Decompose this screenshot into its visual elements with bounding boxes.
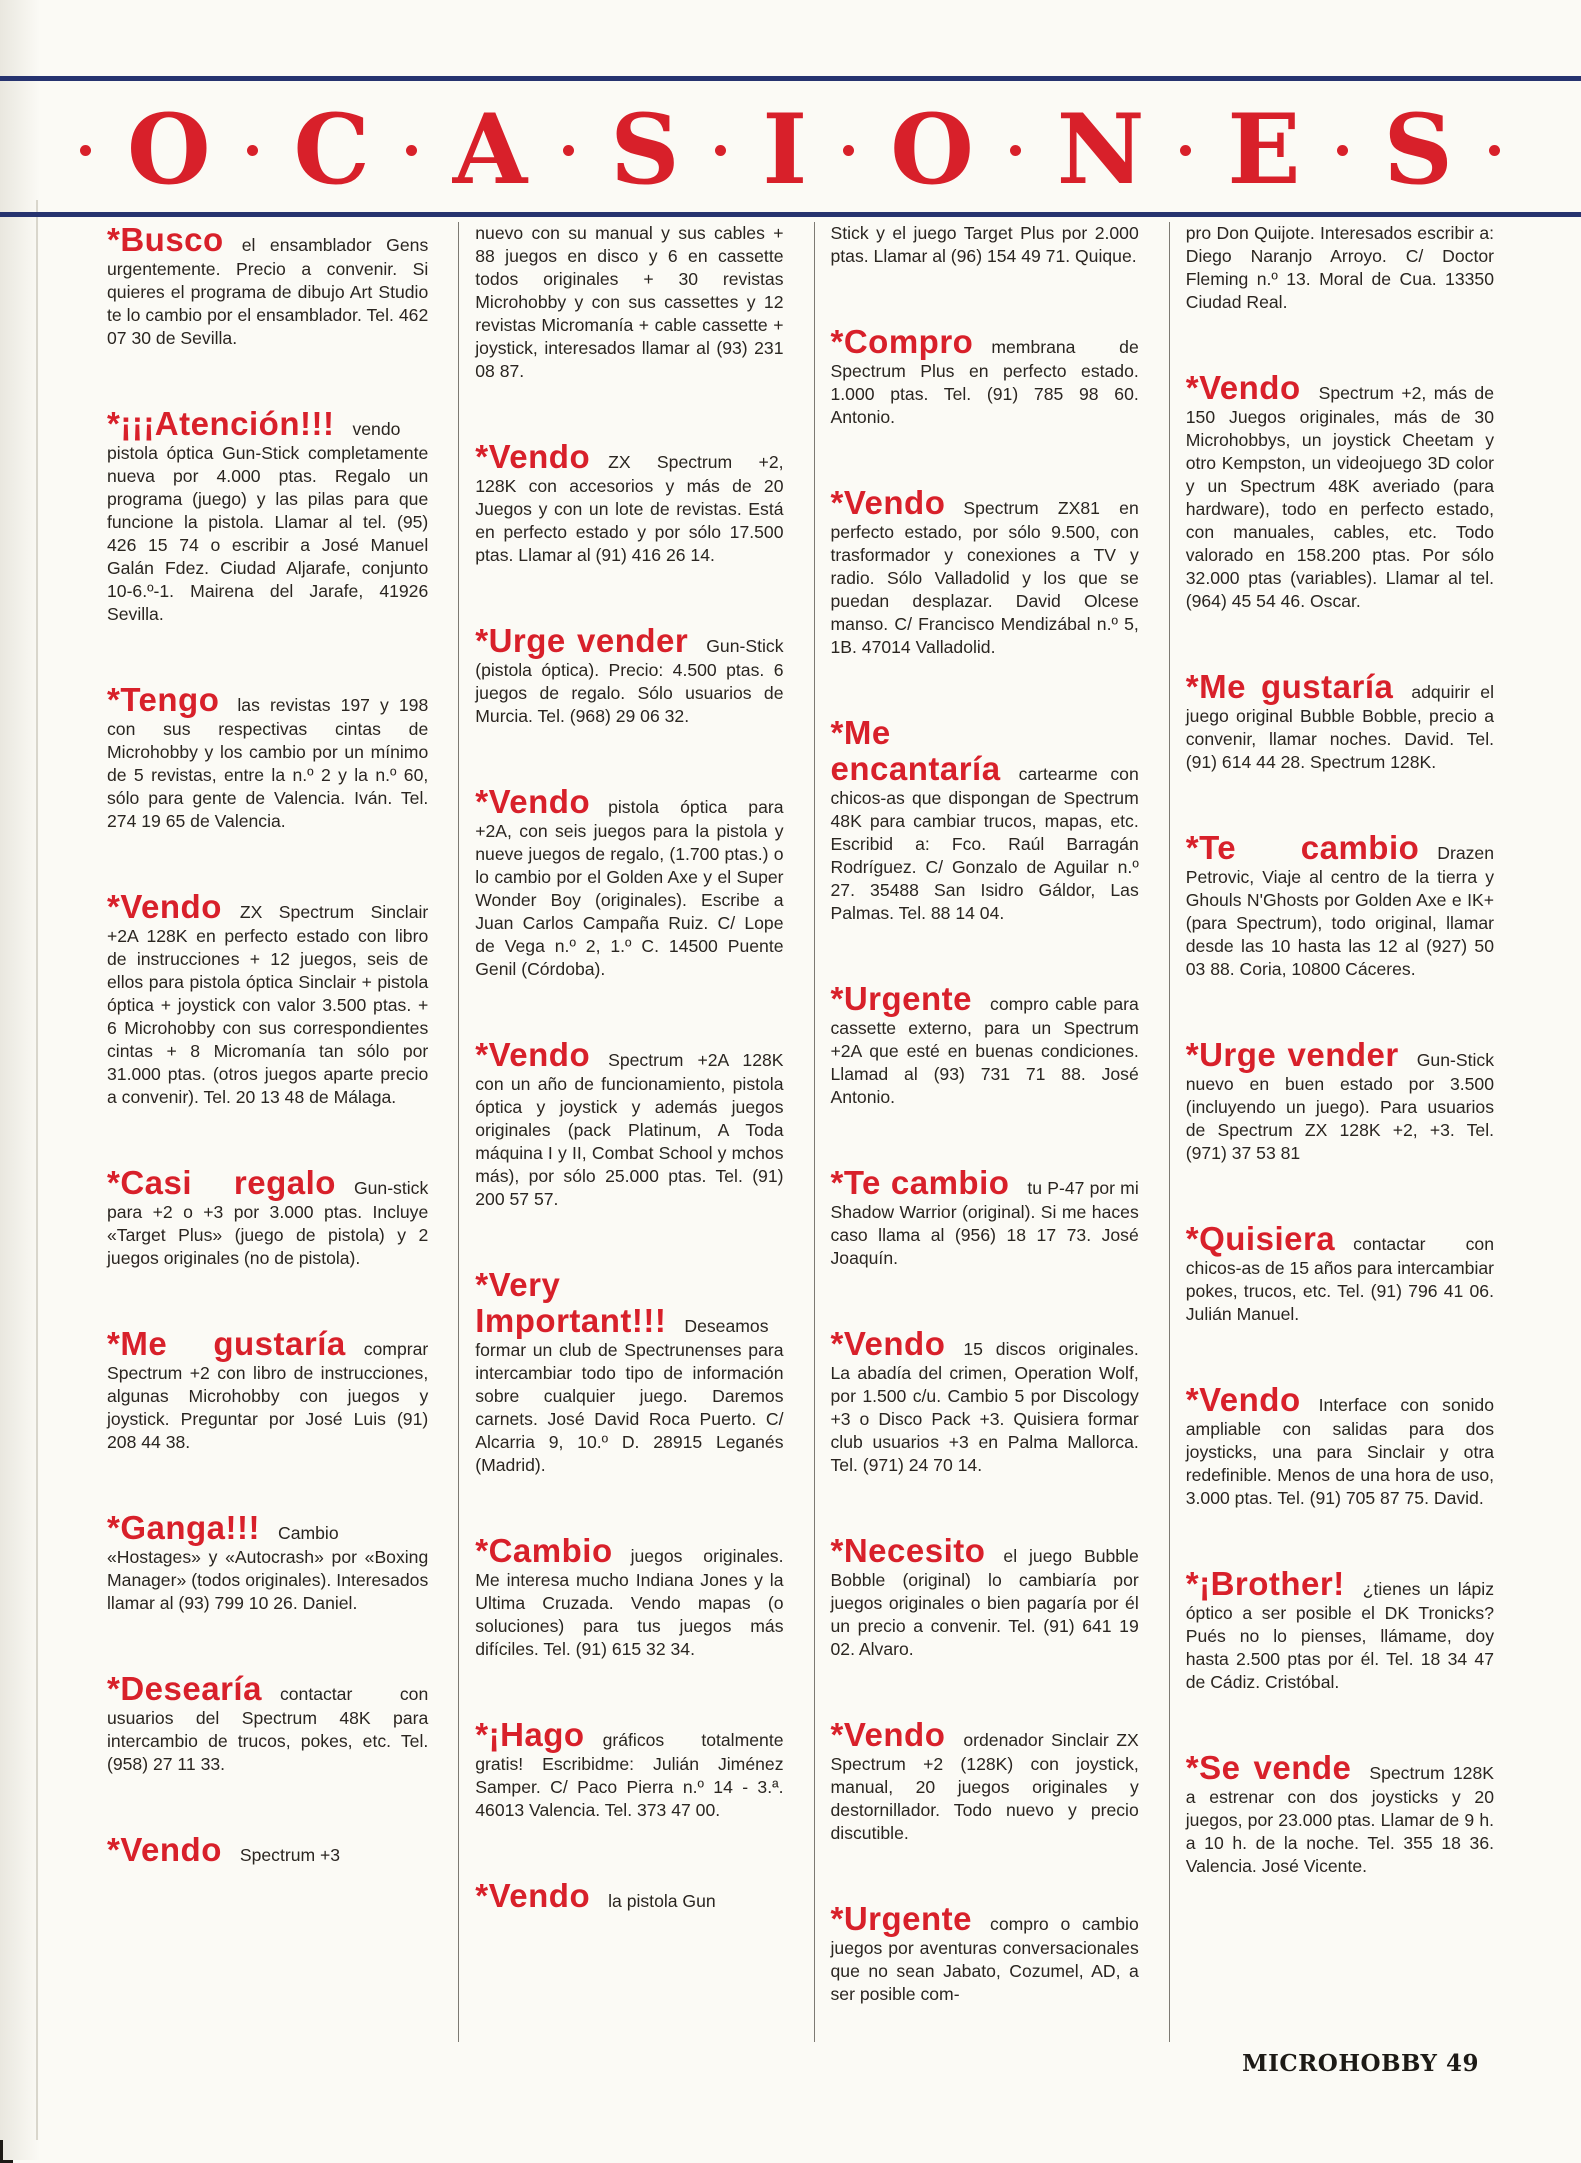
masthead-letter: E bbox=[1227, 93, 1301, 206]
masthead-dot bbox=[1337, 145, 1348, 156]
ad-body: el juego Bubble Bobble (original) lo cambiaría por juegos originales o bien pagaría por él un precio a convenir. Tel. (91) 641 19 02. Alvaro. bbox=[830, 1546, 1139, 1659]
ad-body: gráficos totalmente gratis! Escribidme: Julián Jiménez Samper. C/ Paco Pierra n.º 14 - 3.ª. 46013 Valencia. Tel. 373 47 00. bbox=[475, 1730, 784, 1820]
classified-ad bbox=[475, 784, 783, 981]
page-gutter-shadow bbox=[0, 0, 40, 2160]
classified-ad bbox=[1186, 1750, 1494, 1878]
ad-body: 15 discos originales. La abadía del crimen, Operation Wolf, por 1.500 c/u. Cambio 5 por Discology +3 o Disco Pack +3. Quisiera formar club usuarios +3 en Palma Mallorca. Tel. (971) 24 70 14. bbox=[830, 1339, 1139, 1475]
ad-body: ¿tienes un lápiz óptico a ser posible el DK Tronicks? Pués no lo pienses, llámame, doy hasta 2.500 ptas por él. Tel. 18 34 47 de Cádiz. Cristóbal. bbox=[1185, 1579, 1494, 1692]
ads-column-1 bbox=[103, 222, 432, 2042]
classified-ad bbox=[831, 324, 1139, 429]
masthead-dot bbox=[1180, 145, 1191, 156]
ad-heading: *Vendo bbox=[475, 1036, 591, 1073]
masthead-dot bbox=[80, 145, 91, 156]
ad-heading: *Te cambio bbox=[830, 1164, 1010, 1201]
ad-heading: *¡¡¡Atención!!! bbox=[107, 405, 335, 442]
ad-heading: *Me gustaría bbox=[107, 1325, 346, 1362]
ad-heading: *¡Hago bbox=[475, 1716, 585, 1753]
masthead-dot bbox=[843, 145, 854, 156]
ad-body: adquirir el juego original Bubble Bobble, precio a convenir, llamar noches. David. Tel. (91) 614 44 28. Spectrum 128K. bbox=[1185, 682, 1494, 772]
ad-body: membrana de Spectrum Plus en perfecto estado. 1.000 ptas. Tel. (91) 785 98 60. Antonio. bbox=[830, 337, 1139, 427]
ad-body: Gun-Stick nuevo en buen estado por 3.500 (incluyendo un juego). Para usuarios de Spectrum ZX 128K +2, +3. Tel. (971) 37 53 81 bbox=[1185, 1050, 1494, 1163]
ad-body: contactar con usuarios del Spectrum 48K para intercambio de trucos, pokes, etc. Tel. (958) 27 11 33. bbox=[107, 1684, 429, 1774]
classified-ad bbox=[107, 1326, 428, 1454]
classified-ad bbox=[475, 623, 783, 728]
ad-body: Spectrum +2, más de 150 Juegos originales, más de 30 Microhobbys, un joystick Cheetam y otro Kempston, un videojuego 3D color y un Spectrum 48K averiado (para hardware), todo en perfecto estado, con manuales, cables, etc. Todo valorado en 158.200 ptas. Por sólo 32.000 ptas (variables). Llamar al tel. (964) 45 54 46. Oscar. bbox=[1185, 383, 1494, 611]
masthead-dot bbox=[247, 145, 258, 156]
ad-body: Drazen Petrovic, Viaje al centro de la tierra y Ghouls N'Ghosts por Golden Axe e IK+ (para Spectrum), todo original, llamar desde las 10 hasta las 12 al (927) 50 03 88. Coria, 10800 Cáceres. bbox=[1185, 843, 1494, 979]
masthead-letter: N bbox=[1056, 93, 1145, 206]
ad-body: Spectrum ZX81 en perfecto estado, por sólo 9.500, con trasformador y conexiones a TV y radio. Sólo Valladolid y los que se puedan desplazar. David Olcese manso. C/ Francisco Mendizábal n.º 5, 1B. 47014 Valladolid. bbox=[830, 498, 1139, 657]
ad-body: vendo pistola óptica Gun-Stick completamente nueva por 4.000 ptas. Regalo un programa (juego) y las pilas para que funcione la pistola. Llamar al tel. (95) 426 15 74 o escribir a José Manuel Galán Fdez. Ciudad Aljarafe, conjunto 10-6.º-1. Mairena del Jarafe, 41926 Sevilla. bbox=[107, 419, 429, 624]
ad-heading: *Casi regalo bbox=[107, 1164, 336, 1201]
ad-heading: *Urge vender bbox=[475, 622, 689, 659]
classified-ad bbox=[475, 439, 783, 567]
classified-ad bbox=[475, 1717, 783, 1822]
ad-body: Gun-stick para +2 o +3 por 3.000 ptas. Incluye «Target Plus» (juego de pistola) y 2 juegos originales (no de pistola). bbox=[107, 1178, 429, 1268]
classified-ad bbox=[107, 889, 428, 1109]
ad-heading: *Vendo bbox=[107, 888, 222, 925]
ad-heading: *Me gustaría bbox=[1185, 668, 1394, 705]
classified-ad bbox=[475, 1533, 783, 1661]
classified-ad bbox=[1186, 222, 1494, 314]
ad-heading: *Desearía bbox=[107, 1670, 262, 1707]
classified-ad bbox=[475, 1878, 783, 1914]
classified-ad bbox=[831, 715, 1139, 925]
classified-ad bbox=[1186, 1037, 1494, 1165]
ad-heading: *Vendo bbox=[107, 1831, 222, 1868]
masthead-dot bbox=[715, 145, 726, 156]
ad-body: contactar con chicos-as de 15 años para intercambiar pokes, trucos, etc. Tel. (91) 796 41 06. Julián Manuel. bbox=[1185, 1234, 1494, 1324]
ad-body: ZX Spectrum +2, 128K con accesorios y más de 20 Juegos y con un lote de revistas. Está en perfecto estado y por sólo 17.500 ptas. Llamar al (91) 416 26 14. bbox=[475, 452, 784, 565]
ad-heading: *Se vende bbox=[1185, 1749, 1352, 1786]
classified-ad bbox=[475, 222, 783, 383]
ads-column-2 bbox=[458, 222, 787, 2042]
ad-body: el ensamblador Gens urgentemente. Precio a convenir. Si quieres el programa de dibujo Art Studio te lo cambio por el ensamblador. Tel. 462 07 30 de Sevilla. bbox=[107, 235, 429, 348]
ad-body: tu P-47 por mi Shadow Warrior (original). Si me haces caso llama al (956) 18 17 73. José Joaquín. bbox=[830, 1178, 1139, 1268]
classified-ad bbox=[107, 682, 428, 833]
masthead-letter: I bbox=[762, 93, 808, 206]
classified-ad bbox=[831, 1533, 1139, 1661]
masthead-dot bbox=[1010, 145, 1021, 156]
ad-heading: *Cambio bbox=[475, 1532, 613, 1569]
ad-heading: *Vendo bbox=[1185, 369, 1301, 406]
ad-heading: *Necesito bbox=[830, 1532, 986, 1569]
classified-ad bbox=[107, 1832, 428, 1868]
ad-heading: *Vendo bbox=[830, 484, 946, 521]
ad-body: nuevo con su manual y sus cables + 88 juegos en disco y 6 en cassette todos originales + 30 revistas Microhobby y con sus cassettes y 12 revistas Micromanía + cable cassette + joystick, interesados llamar al (93) 231 08 87. bbox=[475, 223, 784, 381]
masthead-dot bbox=[563, 145, 574, 156]
ad-body: Gun-Stick (pistola óptica). Precio: 4.500 ptas. 6 juegos de regalo. Sólo usuarios de Murcia. Tel. (968) 29 06 32. bbox=[475, 636, 784, 726]
classified-ad bbox=[831, 1717, 1139, 1845]
ad-body: cartearme con chicos-as que dispongan de Spectrum 48K para cambiar trucos, mapas, etc. Escribid a: Fco. Raúl Barragán Rodríguez. C/ Gonzalo de Aguilar n.º 27. 35488 San Isidro Gáldor, Las Palmas. Tel. 88 14 04. bbox=[830, 764, 1139, 923]
section-title-ocasiones bbox=[80, 90, 1500, 210]
ad-body: juegos originales. Me interesa mucho Indiana Jones y la Ultima Cruzada. Vendo mapas (o soluciones) para tus juegos más difíciles. Tel. (91) 615 32 34. bbox=[475, 1546, 784, 1659]
ad-body: Stick y el juego Target Plus por 2.000 ptas. Llamar al (96) 154 49 71. Quique. bbox=[830, 223, 1139, 266]
classified-ad bbox=[831, 981, 1139, 1109]
ad-heading: *Quisiera bbox=[1185, 1220, 1336, 1257]
classified-ad bbox=[831, 1901, 1139, 2006]
classified-ad bbox=[1186, 669, 1494, 774]
ad-body: pro Don Quijote. Interesados escribir a: Diego Naranjo Arroyo. C/ Doctor Fleming n.º 13. Moral de Cua. 13350 Ciudad Real. bbox=[1185, 223, 1494, 312]
classified-ad bbox=[107, 1671, 428, 1776]
masthead-letter: O bbox=[126, 93, 211, 206]
ad-body: pistola óptica para +2A, con seis juegos para la pistola y nueve juegos de regalo, (1.700 ptas.) o lo cambio por el Golden Axe y el Super Wonder Boy (originales). Escribe a Juan Carlos Campaña Ruiz. C/ Lope de Vega n.º 2, 1.º C. 14500 Puente Genil (Córdoba). bbox=[475, 797, 784, 979]
ad-body: Interface con sonido ampliable con salidas para dos joysticks, una para Sinclair y otra redefinible. Menos de una hora de uso, 3.000 ptas. Tel. (91) 705 87 75. David. bbox=[1185, 1395, 1494, 1508]
masthead-bottom-rule bbox=[0, 212, 1581, 217]
ads-column-4 bbox=[1169, 222, 1498, 2042]
masthead-letter: A bbox=[452, 93, 528, 206]
classified-ad bbox=[1186, 370, 1494, 613]
ad-body: las revistas 197 y 198 con sus respectivas cintas de Microhobby y los cambio por un mínimo de 5 revistas, entre la n.º 2 y la n.º 60, sólo para gente de Valencia. Iván. Tel. 274 19 65 de Valencia. bbox=[107, 695, 429, 831]
ad-heading: *Vendo bbox=[475, 783, 591, 820]
classified-ad bbox=[1186, 1382, 1494, 1510]
classified-ad bbox=[831, 1326, 1139, 1477]
masthead-dot bbox=[1489, 145, 1500, 156]
classified-ad bbox=[1186, 1566, 1494, 1694]
ad-heading: *Ganga!!! bbox=[107, 1509, 260, 1546]
page-binding-line bbox=[36, 200, 38, 2140]
ad-heading: *Very Important!!! bbox=[475, 1266, 667, 1339]
masthead-letter: C bbox=[293, 93, 370, 206]
ad-body: comprar Spectrum +2 con libro de instrucciones, algunas Microhobby con juegos y joystick. Preguntar por José Luis (91) 208 44 38. bbox=[107, 1339, 429, 1452]
ad-body: Cambio «Hostages» y «Autocrash» por «Boxing Manager» (todos originales). Interesados llamar al (93) 799 10 26. Daniel. bbox=[107, 1523, 429, 1613]
ad-heading: *Vendo bbox=[830, 1325, 946, 1362]
classified-ads-columns bbox=[103, 222, 1498, 2042]
ad-body: Spectrum +2A 128K con un año de funcionamiento, pistola óptica y joystick y además juegos originales (pack Platinum, A Toda máquina I y II, Combat School y mchos más), por sólo 25.000 ptas. Tel. (91) 200 57 57. bbox=[475, 1050, 784, 1209]
masthead-top-rule bbox=[0, 76, 1581, 81]
classified-ad bbox=[475, 1267, 783, 1477]
ad-body: Deseamos formar un club de Spectrunenses para intercambiar todo tipo de información sobre cualquier juego. Daremos carnets. José David Roca Puerto. C/ Alcarria 9, 10.º D. 28915 Leganés (Madrid). bbox=[475, 1316, 784, 1475]
page-footer: MICROHOBBY 49 bbox=[1242, 2050, 1479, 2077]
classified-ad bbox=[107, 406, 428, 626]
ad-heading: *¡Brother! bbox=[1185, 1565, 1345, 1602]
ad-heading: *Te cambio bbox=[1185, 829, 1420, 866]
ad-heading: *Vendo bbox=[830, 1716, 946, 1753]
ad-heading: *Vendo bbox=[475, 438, 591, 475]
ads-column-3 bbox=[814, 222, 1143, 2042]
ad-heading: *Urgente bbox=[830, 1900, 973, 1937]
ad-heading: *Compro bbox=[830, 323, 974, 360]
ad-heading: *Tengo bbox=[107, 681, 220, 718]
ad-heading: *Urge vender bbox=[1185, 1036, 1399, 1073]
ad-heading: *Urgente bbox=[830, 980, 973, 1017]
ad-body: ordenador Sinclair ZX Spectrum +2 (128K) con joystick, manual, 20 juegos originales y destornillador. Todo nuevo y precio discutible. bbox=[830, 1730, 1139, 1843]
ad-body: Spectrum +3 bbox=[239, 1845, 341, 1865]
masthead-letter: S bbox=[610, 93, 680, 206]
ad-heading: *Me encantaría bbox=[830, 714, 1001, 787]
classified-ad bbox=[831, 222, 1139, 268]
ad-body: Spectrum 128K a estrenar con dos joysticks y 20 juegos, por 23.000 ptas. Llamar de 9 h. a 10 h. de la noche. Tel. 355 18 36. Valencia. José Vicente. bbox=[1185, 1763, 1494, 1876]
ad-body: compro cable para cassette externo, para un Spectrum +2A que esté en buenas condiciones. Llamad al (93) 731 71 88. José Antonio. bbox=[830, 994, 1139, 1107]
classified-ad bbox=[107, 1165, 428, 1270]
masthead-letter: O bbox=[890, 93, 974, 206]
ad-body: la pistola Gun bbox=[608, 1891, 716, 1911]
ad-body: compro o cambio juegos por aventuras conversacionales que no sean Jabato, Cozumel, AD, a ser posible com- bbox=[830, 1914, 1139, 2004]
ad-body: ZX Spectrum Sinclair +2A 128K en perfecto estado con libro de instrucciones + 12 juegos, seis de ellos para pistola óptica Sinclair + pistola óptica + joystick con valor 3.500 ptas. + 6 Microhobby con sus correspondientes cintas + 8 Micromanía tan sólo por 31.000 ptas. (otros juegos aparte precio a convenir). Tel. 20 13 48 de Málaga. bbox=[107, 902, 429, 1107]
classified-ad bbox=[831, 1165, 1139, 1270]
ad-heading: *Busco bbox=[107, 222, 224, 258]
classified-ad bbox=[107, 1510, 428, 1615]
classified-ad bbox=[475, 1037, 783, 1211]
classified-ad bbox=[107, 222, 428, 350]
ad-heading: *Vendo bbox=[475, 1877, 591, 1914]
classified-ad bbox=[1186, 1221, 1494, 1326]
classified-ad bbox=[831, 485, 1139, 659]
classified-ad bbox=[1186, 830, 1494, 981]
ad-heading: *Vendo bbox=[1185, 1381, 1301, 1418]
masthead-letter: S bbox=[1383, 93, 1453, 206]
masthead-dot bbox=[406, 145, 417, 156]
